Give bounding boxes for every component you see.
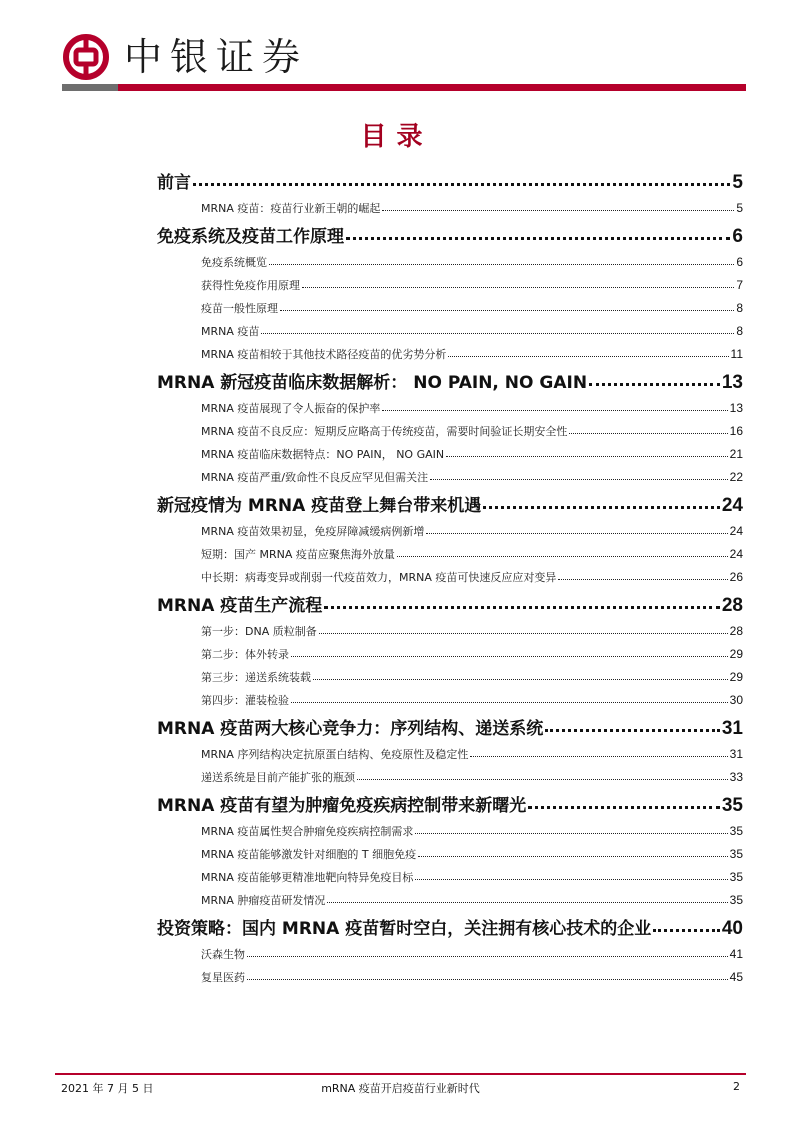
toc-entry-page-number: 41 [729, 947, 743, 961]
toc-entry-label: 递送系统是目前产能扩张的瓶颈 [201, 771, 355, 784]
toc-entry-page-number: 31 [729, 747, 743, 761]
toc-dot-leader [589, 371, 720, 388]
toc-entry-page-number: 21 [729, 447, 743, 461]
toc-entry-page-number: 6 [732, 226, 743, 247]
toc-subsection-item[interactable] [157, 766, 743, 789]
toc-entry-page-number: 30 [729, 693, 743, 707]
toc-subsection-item[interactable] [157, 274, 743, 297]
footer-report-title: mRNA 疫苗开启疫苗行业新时代 [321, 1082, 480, 1095]
toc-section-heading[interactable] [157, 168, 743, 197]
toc-entry-label: MRNA 疫苗效果初显，免疫屏障减缓病例新增 [201, 525, 425, 538]
toc-subsection-item[interactable] [157, 843, 743, 866]
toc-dot-leader [415, 870, 727, 881]
header-divider-red [118, 84, 746, 91]
toc-entry-label: MRNA 疫苗 [201, 325, 260, 338]
toc-dot-leader [382, 401, 727, 412]
toc-dot-leader [430, 470, 728, 481]
toc-dot-leader [357, 770, 728, 781]
toc-dot-leader [327, 893, 727, 904]
toc-subsection-item[interactable] [157, 943, 743, 966]
toc-entry-page-number: 29 [729, 647, 743, 661]
toc-entry-label: 免疫系统概览 [201, 256, 267, 269]
toc-entry-label: 沃森生物 [201, 948, 245, 961]
toc-entry-page-number: 26 [729, 570, 743, 584]
header-divider [62, 84, 746, 91]
toc-subsection-item[interactable] [157, 743, 743, 766]
toc-subsection-item[interactable] [157, 420, 743, 443]
footer-divider [55, 1073, 746, 1075]
toc-dot-leader [319, 624, 728, 635]
toc-entry-page-number: 35 [721, 795, 743, 816]
toc-section-heading[interactable] [157, 591, 743, 620]
toc-section-heading[interactable] [157, 914, 743, 943]
toc-entry-page-number: 35 [729, 847, 743, 861]
toc-entry-label: MRNA 疫苗属性契合肿瘤免疫疾病控制需求 [201, 825, 414, 838]
toc-entry-page-number: 28 [729, 624, 743, 638]
bank-of-china-logo-icon [62, 33, 110, 81]
toc-dot-leader [397, 547, 728, 558]
toc-dot-leader [415, 824, 727, 835]
toc-entry-page-number: 35 [729, 824, 743, 838]
toc-entry-label: 短期：国产 MRNA 疫苗应聚焦海外放量 [201, 548, 395, 561]
toc-dot-leader [346, 225, 730, 242]
toc-subsection-item[interactable] [157, 443, 743, 466]
toc-dot-leader [280, 301, 734, 312]
toc-dot-leader [448, 347, 728, 358]
toc-entry-page-number: 45 [729, 970, 743, 984]
toc-entry-label: 中长期：病毒变异或削弱一代疫苗效力，MRNA 疫苗可快速反应应对变异 [201, 571, 557, 584]
toc-entry-label: MRNA 疫苗两大核心竞争力：序列结构、递送系统 [157, 719, 544, 739]
toc-entry-page-number: 24 [729, 524, 743, 538]
toc-subsection-item[interactable] [157, 566, 743, 589]
toc-entry-page-number: 11 [730, 347, 743, 361]
toc-dot-leader [382, 201, 734, 212]
toc-subsection-item[interactable] [157, 343, 743, 366]
toc-entry-page-number: 7 [736, 278, 743, 292]
toc-subsection-item[interactable] [157, 889, 743, 912]
toc-dot-leader [269, 255, 734, 266]
toc-dot-leader [324, 594, 720, 611]
toc-entry-page-number: 5 [736, 201, 743, 215]
toc-entry-page-number: 8 [736, 301, 743, 315]
toc-entry-label: 复星医药 [201, 971, 245, 984]
toc-entry-page-number: 16 [729, 424, 743, 438]
toc-entry-label: MRNA 疫苗相较于其他技术路径疫苗的优劣势分析 [201, 348, 447, 361]
toc-subsection-item[interactable] [157, 466, 743, 489]
toc-section-heading[interactable] [157, 368, 743, 397]
toc-entry-page-number: 29 [729, 670, 743, 684]
toc-entry-page-number: 35 [729, 870, 743, 884]
toc-entry-label: MRNA 疫苗能够激发针对细胞的 T 细胞免疫 [201, 848, 417, 861]
toc-subsection-item[interactable] [157, 397, 743, 420]
toc-subsection-item[interactable] [157, 251, 743, 274]
brand-logo [62, 33, 308, 81]
toc-subsection-item[interactable] [157, 866, 743, 889]
footer-date: 2021 年 7 月 5 日 [61, 1082, 154, 1095]
page-header [62, 28, 746, 92]
toc-entry-label: MRNA 肿瘤疫苗研发情况 [201, 894, 326, 907]
toc-dot-leader [446, 447, 728, 458]
toc-section-heading[interactable] [157, 491, 743, 520]
toc-dot-leader [528, 794, 720, 811]
toc-entry-page-number: 31 [721, 718, 743, 739]
toc-entry-label: 获得性免疫作用原理 [201, 279, 300, 292]
toc-dot-leader [558, 570, 727, 581]
toc-subsection-item[interactable] [157, 520, 743, 543]
toc-subsection-item[interactable] [157, 820, 743, 843]
toc-subsection-item[interactable] [157, 297, 743, 320]
toc-entry-label: 前言 [157, 173, 191, 193]
toc-subsection-item[interactable] [157, 320, 743, 343]
toc-subsection-item[interactable] [157, 620, 743, 643]
toc-subsection-item[interactable] [157, 197, 743, 220]
toc-entry-label: 第二步：体外转录 [201, 648, 289, 661]
table-of-contents [157, 166, 743, 989]
toc-entry-label: MRNA 疫苗：疫苗行业新王朝的崛起 [201, 202, 381, 215]
toc-entry-label: 免疫系统及疫苗工作原理 [157, 227, 344, 247]
toc-entry-page-number: 33 [729, 770, 743, 784]
toc-dot-leader [291, 693, 728, 704]
toc-entry-label: MRNA 疫苗展现了令人振奋的保护率 [201, 402, 381, 415]
toc-title: 目录 [360, 122, 433, 152]
toc-entry-label: 投资策略：国内 MRNA 疫苗暂时空白，关注拥有核心技术的企业 [157, 919, 652, 939]
toc-entry-label: MRNA 疫苗有望为肿瘤免疫疾病控制带来新曙光 [157, 796, 527, 816]
toc-entry-label: MRNA 疫苗生产流程 [157, 596, 323, 616]
toc-dot-leader [291, 647, 728, 658]
toc-entry-label: 疫苗一般性原理 [201, 302, 278, 315]
brand-name: 中银证券 [124, 35, 309, 79]
toc-dot-leader [247, 970, 728, 981]
toc-subsection-item[interactable] [157, 966, 743, 989]
toc-entry-page-number: 22 [729, 470, 743, 484]
toc-entry-label: MRNA 新冠疫苗临床数据解析： NO PAIN, NO GAIN [157, 373, 588, 393]
toc-entry-page-number: 13 [721, 372, 743, 393]
toc-entry-label: 第四步：灌装检验 [201, 694, 289, 707]
toc-entry-label: 新冠疫情为 MRNA 疫苗登上舞台带来机遇 [157, 496, 482, 516]
toc-entry-page-number: 40 [721, 918, 743, 939]
toc-entry-label: MRNA 疫苗严重/致命性不良反应罕见但需关注 [201, 471, 429, 484]
toc-section-heading[interactable] [157, 222, 743, 251]
toc-dot-leader [247, 947, 728, 958]
toc-entry-page-number: 35 [729, 893, 743, 907]
toc-entry-page-number: 6 [736, 255, 743, 269]
toc-dot-leader [193, 171, 730, 188]
toc-entry-page-number: 24 [729, 547, 743, 561]
toc-dot-leader [313, 670, 728, 681]
toc-entry-label: MRNA 疫苗临床数据特点：NO PAIN， NO GAIN [201, 448, 445, 461]
toc-entry-label: 第三步：递送系统装载 [201, 671, 311, 684]
toc-dot-leader [261, 324, 734, 335]
toc-dot-leader [418, 847, 728, 858]
toc-dot-leader [426, 524, 727, 535]
page-footer [55, 1073, 746, 1100]
toc-dot-leader [653, 917, 720, 934]
toc-entry-page-number: 24 [721, 495, 743, 516]
toc-section-heading[interactable] [157, 791, 743, 820]
toc-dot-leader [545, 717, 720, 734]
header-divider-gray [62, 84, 118, 91]
toc-subsection-item[interactable] [157, 643, 743, 666]
toc-entry-page-number: 5 [732, 172, 743, 193]
toc-entry-label: MRNA 序列结构决定抗原蛋白结构、免疫原性及稳定性 [201, 748, 469, 761]
toc-entry-label: MRNA 疫苗不良反应：短期反应略高于传统疫苗，需要时间验证长期安全性 [201, 425, 568, 438]
toc-dot-leader [483, 494, 720, 511]
toc-subsection-item[interactable] [157, 689, 743, 712]
toc-subsection-item[interactable] [157, 543, 743, 566]
toc-entry-page-number: 13 [729, 401, 743, 415]
toc-dot-leader [470, 747, 727, 758]
toc-entry-label: 第一步：DNA 质粒制备 [201, 625, 317, 638]
toc-dot-leader [302, 278, 734, 289]
toc-dot-leader [569, 424, 727, 435]
footer-page-number: 2 [733, 1080, 740, 1093]
toc-entry-page-number: 28 [721, 595, 743, 616]
toc-section-heading[interactable] [157, 714, 743, 743]
toc-subsection-item[interactable] [157, 666, 743, 689]
toc-entry-page-number: 8 [736, 324, 743, 338]
toc-entry-label: MRNA 疫苗能够更精准地靶向特异免疫目标 [201, 871, 414, 884]
